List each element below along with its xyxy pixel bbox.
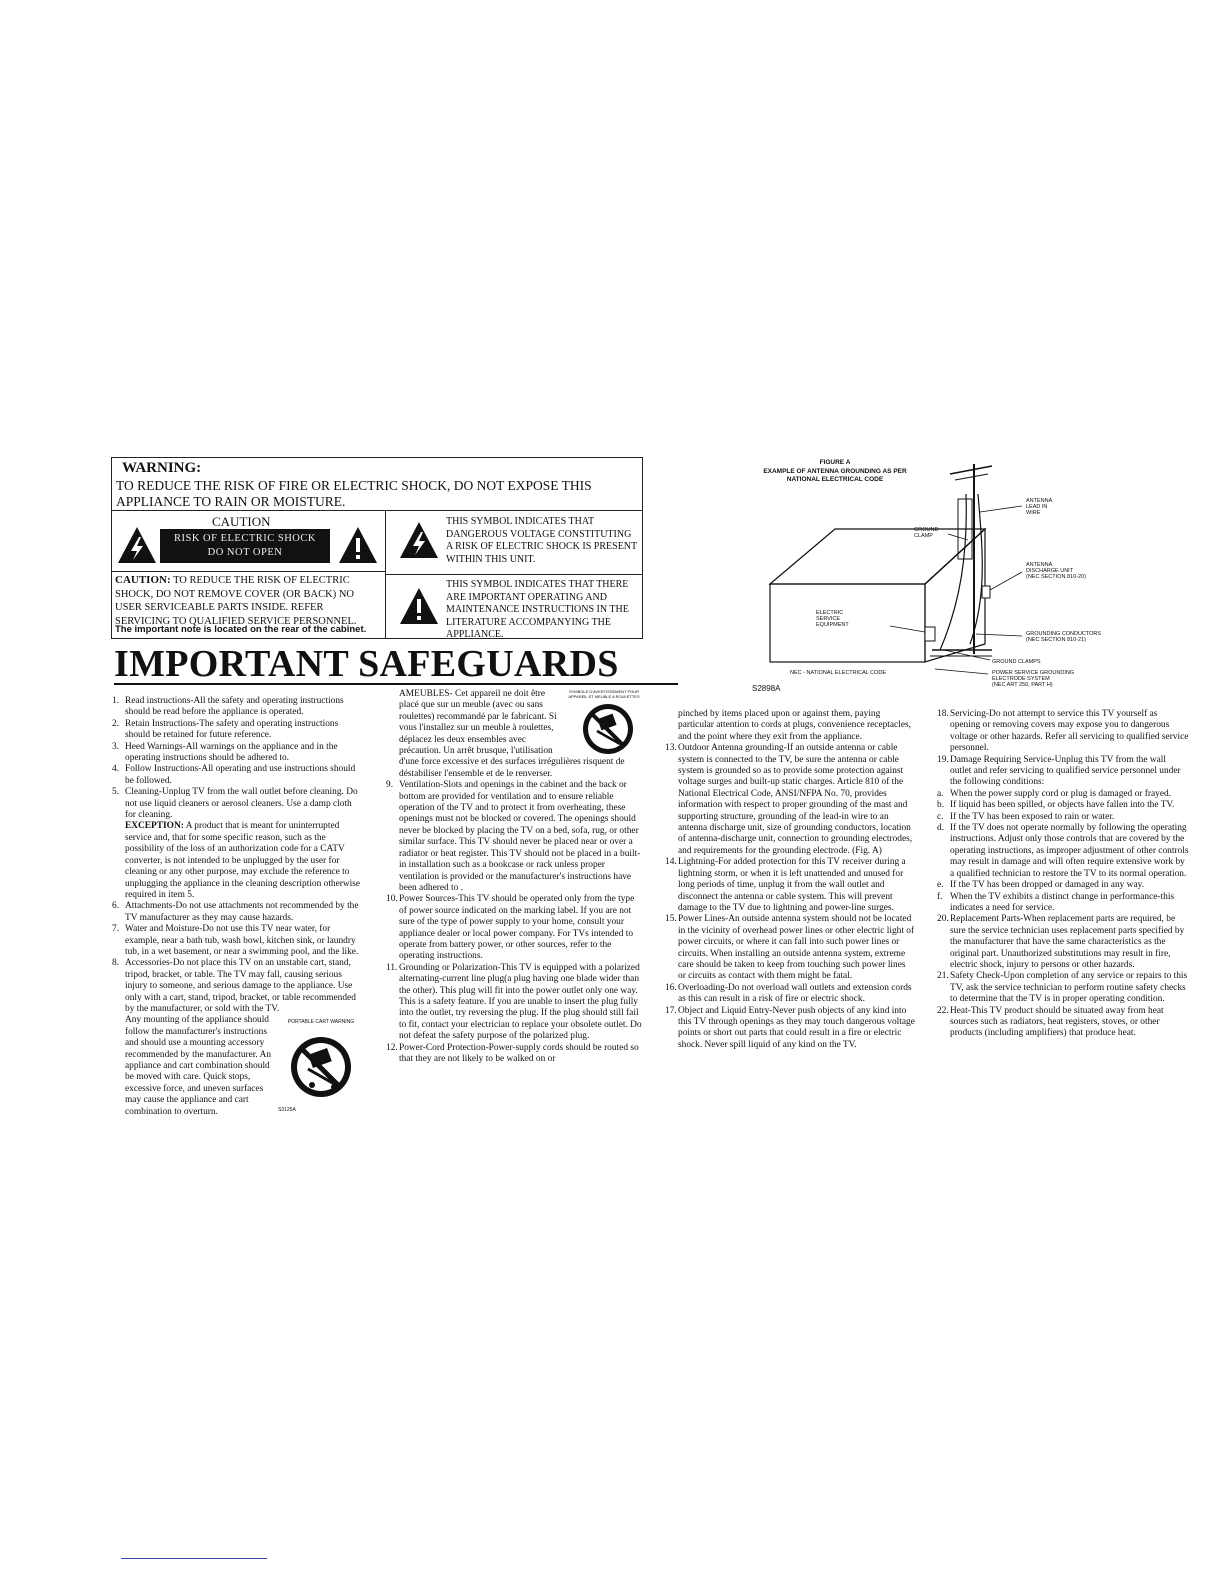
list-item: 7. Water and Moisture-Do not use this TV near water, for example, near a bath tub, wash bowl, kitchen sink, or laundry tub, in a wet basement, or near a swimming pool, and the like. [112,924,359,957]
symbol1-text: THIS SYMBOL INDICATES THAT DANGEROUS VOLTAGE CONSTITUTING A RISK OF ELECTRIC SHOCK IS PRESENT WITHIN THIS UNIT. [446,516,637,565]
column-4 [937,709,1189,1040]
figure-code: S2898A [752,684,781,693]
column-2 [386,689,644,1065]
divider [385,574,642,575]
warning-text: TO REDUCE THE RISK OF FIRE OR ELECTRIC SHOCK, DO NOT EXPOSE THIS APPLIANCE TO RAIN OR MOISTURE. [116,478,592,509]
list-item: 12. Power-Cord Protection-Power-supply cords should be routed so that they are not likely to be walked on or [386,1042,639,1064]
caution-heading: CAUTION [212,514,271,529]
french-note: SYMBOLE D'AVERTISSEMENT POUR APPAREIL ET MEUBLE A ROULETTES AMEUBLES- Cet appareil ne doit être placé que sur un meuble (avec ou sans roulettes) recommandé par le fabricant. Si vous l'installez sur un meuble à roulettes, déplacez les deux ensembles avec précaution. Un arrêt brusque, l'utilisation d'une force excessive et des surfaces irrégulières risquent de déstabiliser l'ensemble et de le renverser. [386,689,644,780]
symbol2-text: THIS SYMBOL INDICATES THAT THERE ARE IMPORTANT OPERATING AND MAINTENANCE INSTRUCTIONS IN THE LITERATURE ACCOMPANYING THE APPLIANCE. [446,579,629,640]
list-item: 15. Power Lines-An outside antenna system should not be located in the vicinity of overhead power lines or other electric light of power circuits, or where it can fall into such power lines or circuits. When installing an outside antenna system, extreme care should be taken to keep from touching such power lines or circuits as contact with them might be fatal. [665,914,915,982]
list-item: 9. Ventilation-Slots and openings in the cabinet and the back or bottom are provided for ventilation and to ensure reliable operation of the TV and to protect it from overheating, these openings must not be blocked or covered. The openings should never be blocked by placing the TV on a bed, sofa, rug, or other similar surface. This TV should never be placed near or over a radiator or heat register. This TV should not be placed in a built-in installation such as a bookcase or rack unless proper ventilation is provided or the manufacturer's instructions have been adhered to . [386,780,641,893]
warning-box [111,457,643,639]
caution-panel [112,511,385,631]
cart-code: S3125A [278,1107,296,1114]
page-title: IMPORTANT SAFEGUARDS [114,643,619,685]
house-roof [770,529,985,584]
exception-note: EXCEPTION: A product that is meant for uninterrupted service and, that for some specific reason, such as the possibility of the loss of an authorization code for a CATV converter, is not intended to be unplugged by the user for cleaning or any other purpose, may exclude the reference to unplugging the appliance in the cleaning description otherwise required in item 5. [125,821,361,900]
french-cart-label: SYMBOLE D'AVERTISSEMENT POUR APPAREIL ET MEUBLE A ROULETTES [568,689,640,699]
column-1 [112,696,364,1118]
title-underline [114,683,678,685]
footer-rule [121,1558,267,1559]
list-item: 10. Power Sources-This TV should be operated only from the type of power source indicated on the marking label. If you are not sure of the type of power supply to your home, consult your appliance dealer or local power company. For TVs intended to operate from battery power, or other sources, refer to the operating instructions. [386,894,635,962]
cabinet-note: The important note is located on the rear of the cabinet. [115,624,367,635]
list-item: 22. Heat-This TV product should be situated away from heat sources such as radiators, heat registers, stoves, or other products (including amplifiers) that produce heat. [937,1005,1164,1039]
svg-text:POWER SERVICE GROUNDING: POWER SERVICE GROUNDING [992,670,1075,676]
svg-text:GROUND CLAMPS: GROUND CLAMPS [992,659,1041,665]
antenna-element [955,474,988,480]
svg-text:DISCHARGE UNIT: DISCHARGE UNIT [1026,568,1074,574]
list-item: 4. Follow Instructions-All operating and use instructions should be followed. [112,764,356,786]
ground-wire [940,494,966,650]
column-3 [665,709,915,1051]
lightning-warning-icon [398,520,440,560]
svg-text:(NEC SECTION 810-20): (NEC SECTION 810-20) [1026,574,1086,580]
figure-label: FIGURE A [819,459,851,466]
list-item: 17. Object and Liquid Entry-Never push objects of any kind into this TV through openings as they may touch dangerous voltage points or short out parts that could result in a fire or electric shock. Never spill liquid of any kind on the TV. [665,1005,915,1050]
list-item: 5. Cleaning-Unplug TV from the wall outlet before cleaning. Do not use liquid cleaners or aerosol cleaners. Use a damp cloth for cleaning. [112,787,358,821]
svg-text:ELECTRODE SYSTEM: ELECTRODE SYSTEM [992,676,1050,682]
svg-text:EQUIPMENT: EQUIPMENT [816,622,849,628]
figure-caption: EXAMPLE OF ANTENNA GROUNDING AS PER [763,468,907,475]
shock-warning-label [160,529,330,563]
shock-label-line2: DO NOT OPEN [207,547,283,558]
antenna-element [950,466,992,474]
house-side-wall [925,529,985,662]
caution-text [115,574,381,628]
svg-text:ELECTRIC: ELECTRIC [816,610,844,616]
sub-list-item: c. If the TV has been exposed to rain or water. [937,811,1115,822]
list-item: 2. Retain Instructions-The safety and operating instructions should be retained for future reference. [112,718,339,741]
warning-title: WARNING: [122,460,202,476]
svg-text:SERVICE: SERVICE [816,616,841,622]
exclamation-warning-icon [337,525,379,565]
svg-text:(NEC ART 250, PART H): (NEC ART 250, PART H) [992,682,1053,688]
list-item: 6. Attachments-Do not use attachments not recommended by the TV manufacturer as they may cause hazards. [112,901,359,923]
list-item: 11. Grounding or Polarization-This TV is equipped with a polarized alternating-current line plug(a plug having one blade wider than the other). This plug will fit into the power outlet only one way. This is a safety feature. If you are unable to insert the plug fully into the outlet, try reversing the plug. If the plug should still fail to fit, contact your electrician to replace your obsolete outlet. Do not defeat the safety purpose of the polarized plug. [386,962,642,1042]
shock-label-line1: RISK OF ELECTRIC SHOCK [174,533,316,544]
list-item: 20. Replacement Parts-When replacement parts are required, be sure the service technician uses replacement parts specified by the manufacturer that have the same characteristics as the original part. Unauthorized substitutions may result in fire, electric shock, injury to persons or other hazards. [937,914,1185,970]
discharge-unit [982,586,990,598]
svg-text:GROUNDING CONDUCTORS: GROUNDING CONDUCTORS [1026,631,1102,637]
svg-text:ANTENNA: ANTENNA [1026,498,1053,504]
antenna-grounding-figure [730,454,1200,694]
svg-text:CLAMP: CLAMP [914,533,933,539]
continued-text: pinched by items placed upon or against them, paying particular attention to cords at plugs, convenience receptacles, and the point where they exit from the appliance. [678,709,911,742]
list-item: 13. Outdoor Antenna grounding-If an outside antenna or cable system is connected to the TV, be sure the antenna or cable system is grounded so as to provide some protection against voltage surges and built-up static charges. Article 810 of the National Electrical Code, ANSI/NFPA No. 70, provides information with respect to proper grounding of the mast and supporting structure, grounding of the lead-in wire to an antenna discharge unit, size of grounding conductors, location of antenna-discharge unit, connection to grounding electrodes, and requirements for the grounding electrode. (Fig. A) [665,743,913,856]
exclamation-warning-icon [398,586,440,626]
sub-list-item: a. When the power supply cord or plug is damaged or frayed. [937,788,1172,799]
svg-text:WIRE: WIRE [1026,510,1041,516]
list-item: 8. Accessories-Do not place this TV on an unstable cart, stand, tripod, bracket, or table. The TV may fall, causing serious injury to someone, and serious damage to the appliance. Use only with a cart, stand, tripod, bracket, or table recommended by the manufacturer, or sold with the TV. [112,958,356,1014]
cart-warning-label: PORTABLE CART WARNING [287,1019,355,1026]
list-item: 19. Damage Requiring Service-Unplug this TV from the wall outlet and refer servicing to qualified service personnel under the following conditions: [937,754,1181,788]
list-item: 16. Overloading-Do not overload wall outlets and extension cords as this can result in a risk of fire or electric shock. [665,982,912,1005]
svg-text:NEC - NATIONAL ELECTRICAL CODE: NEC - NATIONAL ELECTRICAL CODE [790,670,887,676]
mounting-note: PORTABLE CART WARNING S3125A Any mounting of the appliance should follow the manufacturer's instructions and should use a mounting accessory recommended by the manufacturer. An appliance and cart combination should be moved with care. Quick stops, excessive force, and uneven surfaces may cause the appliance and cart combination to overturn. [112,1015,364,1118]
sub-list-item: f. When the TV exhibits a distinct change in performance-this indicates a need for service. [937,891,1175,913]
svg-text:ANTENNA: ANTENNA [1026,562,1053,568]
svg-text:LEAD IN: LEAD IN [1026,504,1048,510]
divider [112,571,385,572]
sub-list-item: b. If liquid has been spilled, or objects have fallen into the TV. [937,800,1175,811]
cart-tipping-icon [278,1029,364,1101]
svg-text:(NEC SECTION 810-21): (NEC SECTION 810-21) [1026,637,1086,643]
lightning-warning-icon [116,525,158,565]
list-item: 1. Read instructions-All the safety and operating instructions should be read before the appliance is operated. [112,696,344,718]
sub-list-item: d. If the TV does not operate normally by following the operating instructions. Adjust only those controls that are covered by the operating instructions, as improper adjustment of other controls may result in damage and will often require extensive work by a qualified technician to restore the TV to its normal operation. [937,823,1189,879]
caution-label: CAUTION: [115,574,171,586]
cart-warning-figure [278,1017,364,1114]
list-item: 18. Servicing-Do not attempt to service this TV yourself as opening or removing covers may expose you to dangerous voltage or other hazards. Refer all servicing to qualified service personnel. [937,709,1189,754]
caution-body: TO REDUCE THE RISK OF ELECTRIC SHOCK, DO NOT REMOVE COVER (OR BACK) NO USER SERVICEABLE PARTS INSIDE. REFER SERVICING TO QUALIFIED SERVICE PERSONNEL. [115,575,357,627]
svg-text:GROUND: GROUND [914,527,939,533]
figure-caption: NATIONAL ELECTRICAL CODE [786,476,884,483]
list-item: 14. Lightning-For added protection for this TV receiver during a lightning storm, or when it is left unattended and unused for long periods of time, unplug it from the wall outlet and disconnect the antenna or cable system. This will prevent damage to the TV due to lightning and power-line surges. [665,857,906,913]
sub-list-item: e. If the TV has been dropped or damaged in any way. [937,880,1145,891]
service-equipment [925,627,935,641]
cart-tipping-icon [564,699,644,755]
list-item: 3. Heed Warnings-All warnings on the appliance and in the operating instructions should be adhered to. [112,741,338,764]
french-cart-figure [564,689,644,755]
list-item: 21. Safety Check-Upon completion of any service or repairs to this TV, ask the service technician to perform routine safety checks to determine that the TV is in proper operating condition. [937,971,1188,1005]
